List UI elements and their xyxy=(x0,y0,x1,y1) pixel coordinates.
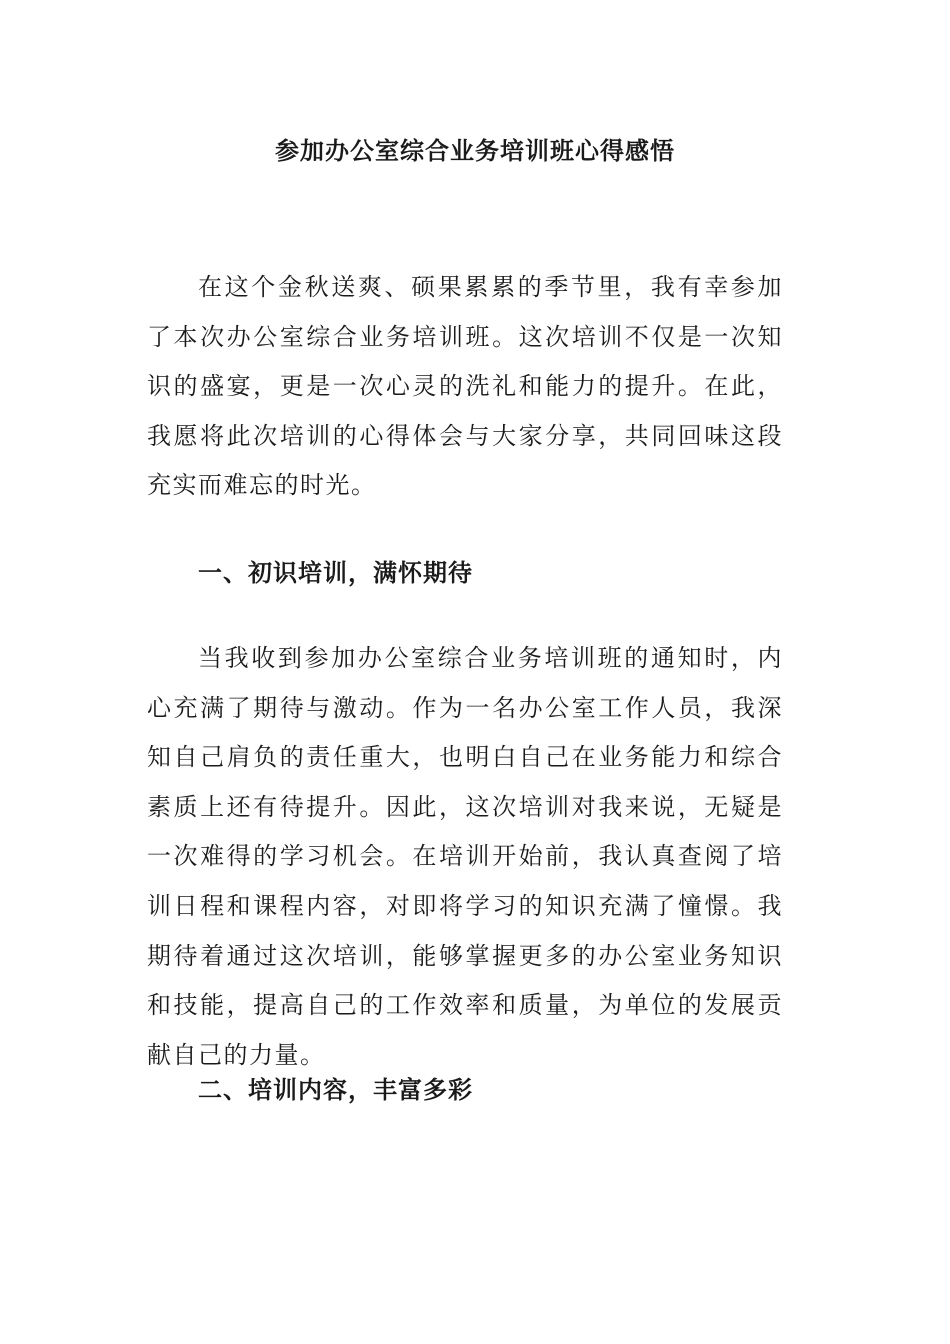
document-title: 参加办公室综合业务培训班心得感悟 xyxy=(275,136,675,165)
section-heading-2: 二、培训内容，丰富多彩 xyxy=(198,1075,473,1104)
section-heading-1: 一、初识培训，满怀期待 xyxy=(198,558,473,587)
section-1-paragraph: 当我收到参加办公室综合业务培训班的通知时，内心充满了期待与激动。作为一名办公室工作人员，我深知自己肩负的责任重大，也明白自己在业务能力和综合素质上还有待提升。因此，这次培训对我来说，无疑是一次难得的学习机会。在培训开始前，我认真查阅了培训日程和课程内容，对即将学习的知识充满了憧憬。我期待着通过这次培训，能够掌握更多的办公室业务知识和技能，提高自己的工作效率和质量，为单位的发展贡献自己的力量。 xyxy=(147,644,783,1069)
intro-paragraph: 在这个金秋送爽、硕果累累的季节里，我有幸参加了本次办公室综合业务培训班。这次培训不仅是一次知识的盛宴，更是一次心灵的洗礼和能力的提升。在此，我愿将此次培训的心得体会与大家分享，共同回味这段充实而难忘的时光。 xyxy=(147,273,783,500)
